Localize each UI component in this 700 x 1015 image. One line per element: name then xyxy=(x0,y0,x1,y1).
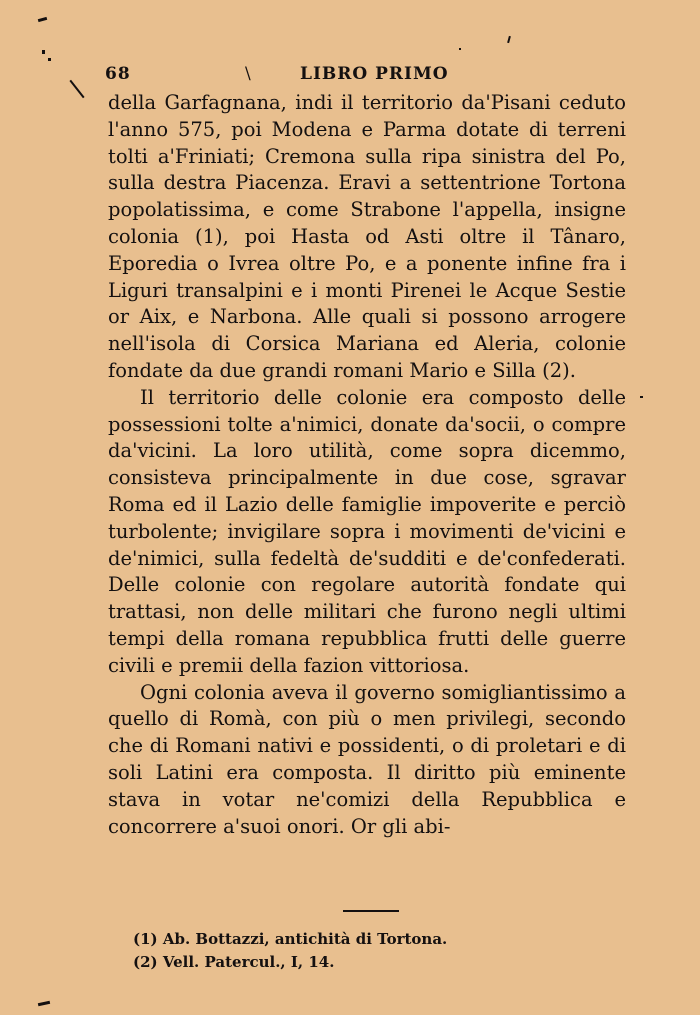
footnotes xyxy=(133,928,573,974)
paragraph-3: Ogni colonia aveva il governo somigliantissimo a quello di Romà, con più o men privilegi, secondo che di Romani nativi e possidenti, o di proletari e di soli Latini era composta. Il diritto più eminente stava in votar ne'comizi della Repubblica e concorrere a'suoi onori. Or gli abi- xyxy=(108,680,626,838)
footnote-2: (2) Vell. Patercul., I, 14. xyxy=(133,953,335,971)
footnote-divider xyxy=(343,910,399,912)
ink-speck xyxy=(38,17,47,22)
ink-speck xyxy=(459,48,461,50)
running-title: LIBRO PRIMO xyxy=(300,64,449,84)
paragraph-1: della Garfagnana, indi il territorio da'Pisani ceduto l'anno 575, poi Modena e Parma dotate di terreni tolti a'Friniati; Cremona sulla ripa sinistra del Po, sulla destra Piacenza. Eravi a settentrione Tortona popolatissima, e come Strabone l'appella, insigne colonia (1), poi Hasta od Asti oltre il Tânaro, Eporedia o Ivrea oltre Po, e a ponente infine fra i Liguri transalpini e i monti Pirenei le Acque Sestie or Aix, e Narbona. Alle quali si possono arrogere nell'isola di Corsica Mariana ed Aleria, colonie fondate da due grandi romani Mario e Silla (2). xyxy=(108,91,626,382)
header-mark: \ xyxy=(245,64,252,84)
ink-speck xyxy=(42,50,45,54)
footnote-1: (1) Ab. Bottazzi, antichità di Tortona. xyxy=(133,930,448,948)
body-text xyxy=(108,90,626,840)
ink-speck xyxy=(48,58,51,61)
paragraph-2: Il territorio delle colonie era composto delle possessioni tolte a'nimici, donate da'socii, o compre da'vicini. La loro utilità, come sopra dicemmo, consisteva principalmente in due cose, sgravar Roma ed il Lazio delle famiglie impoverite e perciò turbolente; invigilare sopra i movimenti de'vicini e de'nimici, sulla fedeltà de'sudditi e de'confederati. Delle colonie con regolare autorità fondate qui trattasi, non delle militari che furono negli ultimi tempi della romana repubblica frutti delle guerre civili e premii della fazion vittoriosa. xyxy=(108,385,626,677)
page-header xyxy=(105,64,625,88)
ink-speck xyxy=(38,1001,50,1006)
page-number: 68 xyxy=(105,64,131,84)
ink-speck xyxy=(507,36,511,43)
ink-speck xyxy=(640,396,643,398)
ink-speck xyxy=(69,80,84,99)
